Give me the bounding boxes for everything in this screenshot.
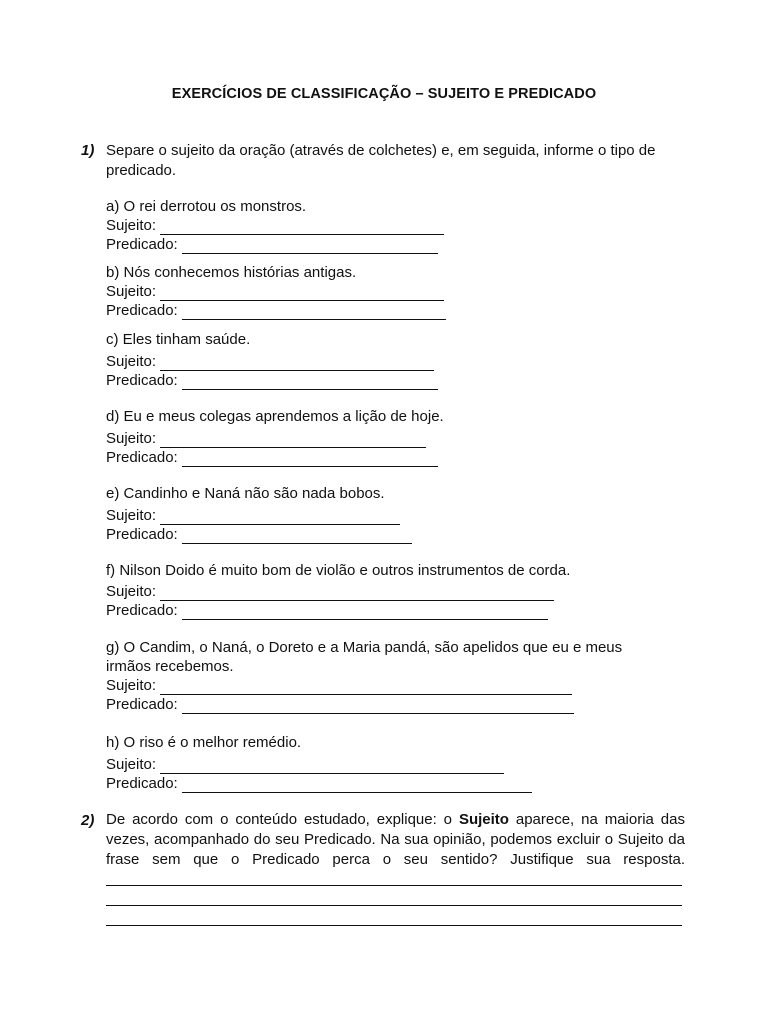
subject-answer-line[interactable] bbox=[160, 433, 426, 448]
subject-field[interactable] bbox=[106, 582, 672, 601]
item-sentence: b) Nós conhecemos histórias antigas. bbox=[106, 264, 357, 281]
question-2-number: 2) bbox=[81, 812, 95, 829]
subject-answer-line[interactable] bbox=[160, 680, 572, 695]
item-sentence: d) Eu e meus colegas aprendemos a lição de hoje. bbox=[106, 408, 444, 425]
subject-label: Sujeito: bbox=[106, 583, 157, 600]
predicate-field[interactable] bbox=[106, 601, 672, 620]
predicate-label: Predicado: bbox=[106, 236, 178, 253]
predicate-field[interactable] bbox=[106, 235, 672, 254]
subject-answer-line[interactable] bbox=[160, 220, 444, 235]
question-1-item-g bbox=[106, 638, 672, 714]
predicate-answer-line[interactable] bbox=[182, 305, 446, 320]
question-1-item-e bbox=[106, 485, 672, 544]
predicate-label: Predicado: bbox=[106, 449, 178, 466]
item-sentence: e) Candinho e Naná não são nada bobos. bbox=[106, 485, 385, 502]
predicate-field[interactable] bbox=[106, 371, 672, 390]
answer-line-2[interactable] bbox=[106, 905, 682, 906]
predicate-field[interactable] bbox=[106, 774, 672, 793]
subject-answer-line[interactable] bbox=[160, 759, 504, 774]
subject-field[interactable] bbox=[106, 676, 672, 695]
question-2-text-before: De acordo com o conteúdo estudado, explique: o bbox=[106, 811, 459, 828]
item-sentence: f) Nilson Doido é muito bom de violão e outros instrumentos de corda. bbox=[106, 562, 571, 579]
question-2-text bbox=[106, 810, 685, 870]
subject-label: Sujeito: bbox=[106, 507, 157, 524]
page-title: EXERCÍCIOS DE CLASSIFICAÇÃO – SUJEITO E PREDICADO bbox=[171, 86, 597, 102]
question-2-text-after: aparece, na maioria das vezes, acompanhado do seu Predicado. Na sua opinião, podemos excluir o Sujeito da frase sem que o Predicado perca o seu sentido? Justifique sua resposta. bbox=[106, 811, 685, 868]
item-sentence: c) Eles tinham saúde. bbox=[106, 331, 251, 348]
question-2-emphasis: Sujeito bbox=[458, 811, 509, 828]
item-sentence: h) O riso é o melhor remédio. bbox=[106, 734, 302, 751]
predicate-label: Predicado: bbox=[106, 302, 178, 319]
subject-field[interactable] bbox=[106, 352, 672, 371]
subject-label: Sujeito: bbox=[106, 430, 157, 447]
subject-field[interactable] bbox=[106, 755, 672, 774]
subject-field[interactable] bbox=[106, 429, 672, 448]
item-sentence: g) O Candim, o Naná, o Doreto e a Maria pandá, são apelidos que eu e meus irmãos recebemos. bbox=[106, 639, 623, 675]
question-1-item-h bbox=[106, 734, 672, 793]
question-1-text: Separe o sujeito da oração (através de colchetes) e, em seguida, informe o tipo de predicado. bbox=[106, 142, 656, 179]
predicate-field[interactable] bbox=[106, 695, 672, 714]
predicate-field[interactable] bbox=[106, 301, 672, 320]
answer-line-3[interactable] bbox=[106, 925, 682, 926]
predicate-answer-line[interactable] bbox=[182, 605, 548, 620]
predicate-label: Predicado: bbox=[106, 775, 178, 792]
subject-label: Sujeito: bbox=[106, 217, 157, 234]
question-1-item-f bbox=[106, 562, 672, 620]
predicate-answer-line[interactable] bbox=[182, 778, 532, 793]
predicate-answer-line[interactable] bbox=[182, 375, 438, 390]
question-1-item-d bbox=[106, 408, 672, 467]
predicate-label: Predicado: bbox=[106, 602, 178, 619]
predicate-label: Predicado: bbox=[106, 372, 178, 389]
subject-answer-line[interactable] bbox=[160, 510, 400, 525]
predicate-field[interactable] bbox=[106, 525, 672, 544]
question-1-item-b bbox=[106, 264, 672, 320]
subject-label: Sujeito: bbox=[106, 756, 157, 773]
answer-line-1[interactable] bbox=[106, 885, 682, 886]
question-1-item-c bbox=[106, 331, 672, 390]
predicate-label: Predicado: bbox=[106, 696, 178, 713]
predicate-answer-line[interactable] bbox=[182, 452, 438, 467]
subject-answer-line[interactable] bbox=[160, 356, 434, 371]
predicate-answer-line[interactable] bbox=[182, 239, 438, 254]
question-1-item-a bbox=[106, 198, 672, 254]
predicate-label: Predicado: bbox=[106, 526, 178, 543]
subject-field[interactable] bbox=[106, 216, 672, 235]
subject-field[interactable] bbox=[106, 282, 672, 301]
subject-label: Sujeito: bbox=[106, 677, 157, 694]
predicate-answer-line[interactable] bbox=[182, 529, 412, 544]
subject-label: Sujeito: bbox=[106, 353, 157, 370]
subject-label: Sujeito: bbox=[106, 283, 157, 300]
subject-answer-line[interactable] bbox=[160, 586, 554, 601]
subject-field[interactable] bbox=[106, 506, 672, 525]
predicate-answer-line[interactable] bbox=[182, 699, 574, 714]
subject-answer-line[interactable] bbox=[160, 286, 444, 301]
predicate-field[interactable] bbox=[106, 448, 672, 467]
item-sentence: a) O rei derrotou os monstros. bbox=[106, 198, 307, 215]
question-1-number: 1) bbox=[81, 142, 95, 159]
